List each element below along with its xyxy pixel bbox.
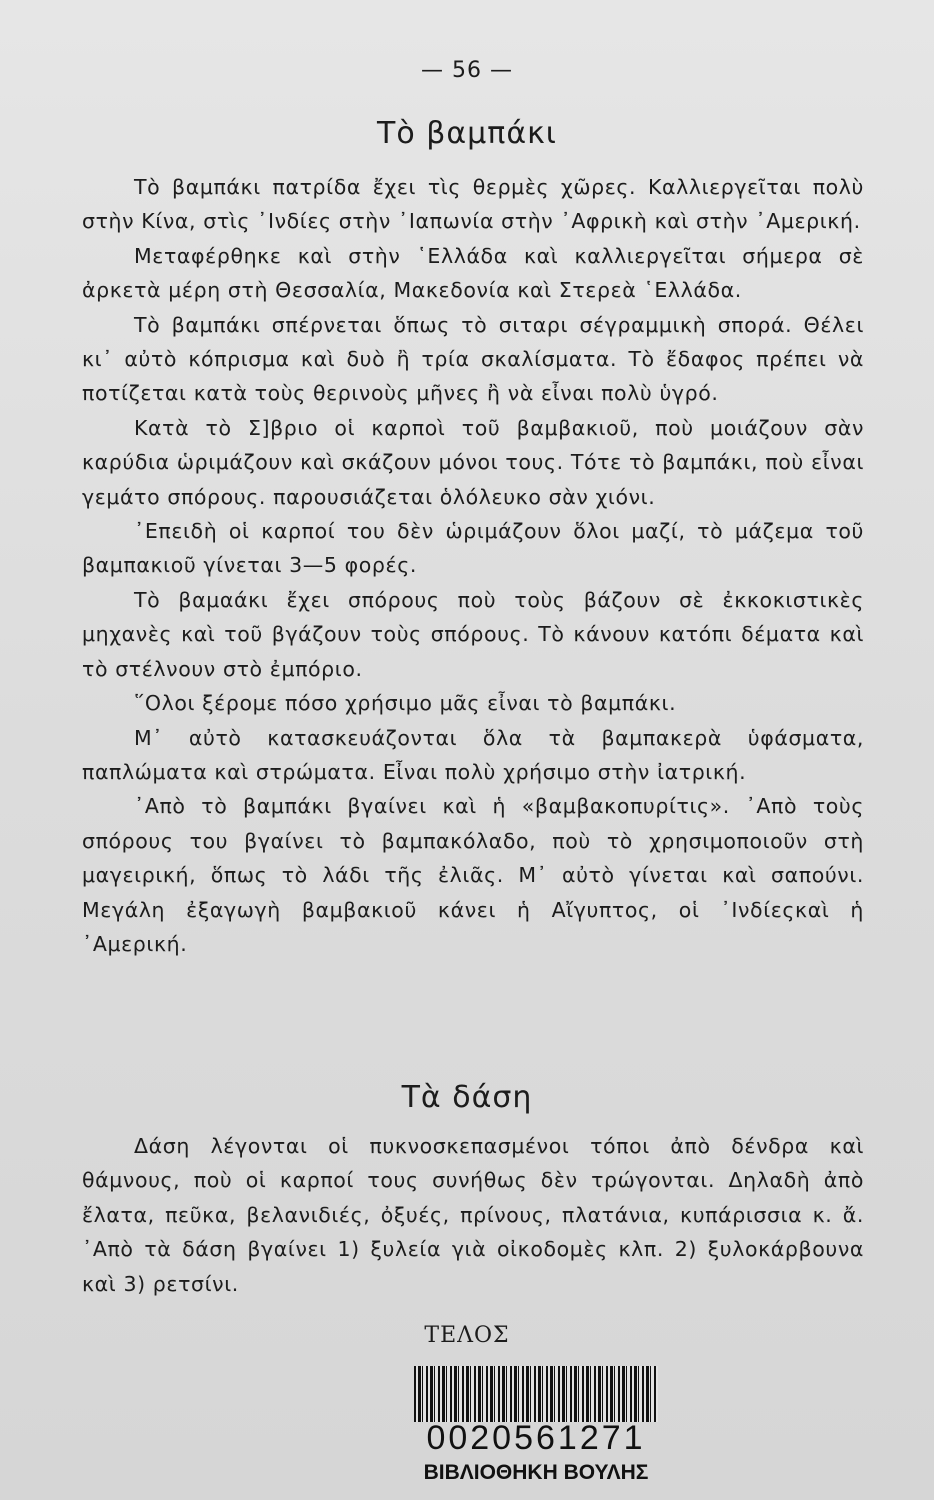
library-name: ΒΙΒΛΙΟΘΗΚΗ ΒΟΥΛΗΣ bbox=[423, 1461, 649, 1484]
section-title-forests: Τὰ δάση bbox=[401, 1080, 533, 1115]
paragraph: Δάση λέγονται οἱ πυκνοσκεπασμένοι τόποι ἀπὸ δένδρα καὶ θάμνους, ποὺ οἱ καρποί τους συνήθως δὲν τρώγονται. Δηλαδὴ ἀπὸ ἔλατα, πεῦκα, βελανιδιές, ὀξυές, πρίνους, πλατάνια, κυπάρισσια κ. ἄ. ᾿Απὸ τὰ δάση βγαίνει 1) ξυλεία γιὰ οἰκοδομὲς κλπ. 2) ξυλοκάρβουνα καὶ 3) ρετσίνι. bbox=[82, 1134, 864, 1296]
paragraph: Μ᾿ αὐτὸ κατασκευάζονται ὅλα τὰ βαμπακερὰ ὑφάσματα, παπλώματα καὶ στρώματα. Εἶναι πολὺ χρήσιμο στὴν ἰατρική. bbox=[82, 725, 864, 784]
page-number: — 56 — bbox=[421, 58, 513, 83]
paragraph: ᾿Απὸ τὸ βαμπάκι βγαίνει καὶ ἡ «βαμβακοπυρίτις». ᾿Απὸ τοὺς σπόρους του βγαίνει τὸ βαμπακόλαδο, ποὺ τὸ χρησιμοποιοῦν στὴ μαγειρική, ὅπως τὸ λάδι τῆς ἐλιᾶς. Μ᾿ αὐτὸ γίνεται καὶ σαπούνι. Μεγάλη ἐξαγωγὴ βαμβακιοῦ κάνει ἡ Αἴγυπτος, οἱ ᾿Ινδίεςκαὶ ἡ ᾿Αμερική. bbox=[82, 794, 864, 956]
barcode-number: 0020561271 bbox=[426, 1419, 646, 1457]
paragraph: Μεταφέρθηκε καὶ στὴν ῾Ελλάδα καὶ καλλιεργεῖται σήμερα σὲ ἀρκετὰ μέρη στὴ Θεσσαλία, Μακεδονία καὶ Στερεὰ ῾Ελλάδα. bbox=[82, 243, 864, 303]
paragraph: Κατὰ τὸ Σ]βριο οἱ καρποὶ τοῦ βαμβακιοῦ, ποὺ μοιάζουν σὰν καρύδια ὡριμάζουν καὶ σκάζουν μόνοι τους. Τότε τὸ βαμπάκι, ποὺ εἶναι γεμάτο σπόρους. παρουσιάζεται ὁλόλευκο σὰν χιόνι. bbox=[82, 415, 864, 509]
paragraph: Τὸ βαμαάκι ἔχει σπόρους ποὺ τοὺς βάζουν σὲ ἐκκοκιστικὲς μηχανὲς καὶ τοῦ βγάζουν τοὺς σπόρους. Τὸ κάνουν κατόπι δέματα καὶ τὸ στέλνουν στὸ ἐμπόριο. bbox=[82, 587, 864, 681]
section-body-forests bbox=[82, 1129, 864, 1301]
paragraph: ᾿Επειδὴ οἱ καρποί του δὲν ὡριμάζουν ὅλοι μαζί, τὸ μάζεμα τοῦ βαμπακιοῦ γίνεται 3—5 φορές. bbox=[82, 519, 864, 578]
paragraph: ῞Ολοι ξέρομε πόσο χρήσιμο μᾶς εἶναι τὸ βαμπάκι. bbox=[134, 691, 677, 716]
paragraph: Τὸ βαμπάκι σπέρνεται ὅπως τὸ σιταρι σέγραμμικὴ σπορά. Θέλει κι᾿ αὐτὸ κόπρισμα καὶ δυὸ ἢ τρία σκαλίσματα. Τὸ ἔδαφος πρέπει νὰ ποτίζεται κατὰ τοὺς θερινοὺς μῆνες ἢ νὰ εἶναι πολὺ ὑγρό. bbox=[82, 312, 864, 406]
paragraph: Τὸ βαμπάκι πατρίδα ἔχει τὶς θερμὲς χῶρες. Καλλιεργεῖται πολὺ στὴν Κίνα, στὶς ᾿Ινδίες στὴν ᾿Ιαπωνία στὴν ᾿Αφρικὴ καὶ στὴν ᾿Αμερική. bbox=[82, 175, 864, 234]
section-title-cotton: Τὸ βαμπάκι bbox=[377, 116, 557, 151]
end-text: ΤΕΛΟΣ bbox=[424, 1323, 510, 1348]
section-body-cotton bbox=[82, 170, 864, 961]
library-stamp bbox=[412, 1366, 660, 1490]
barcode-icon bbox=[414, 1366, 658, 1422]
